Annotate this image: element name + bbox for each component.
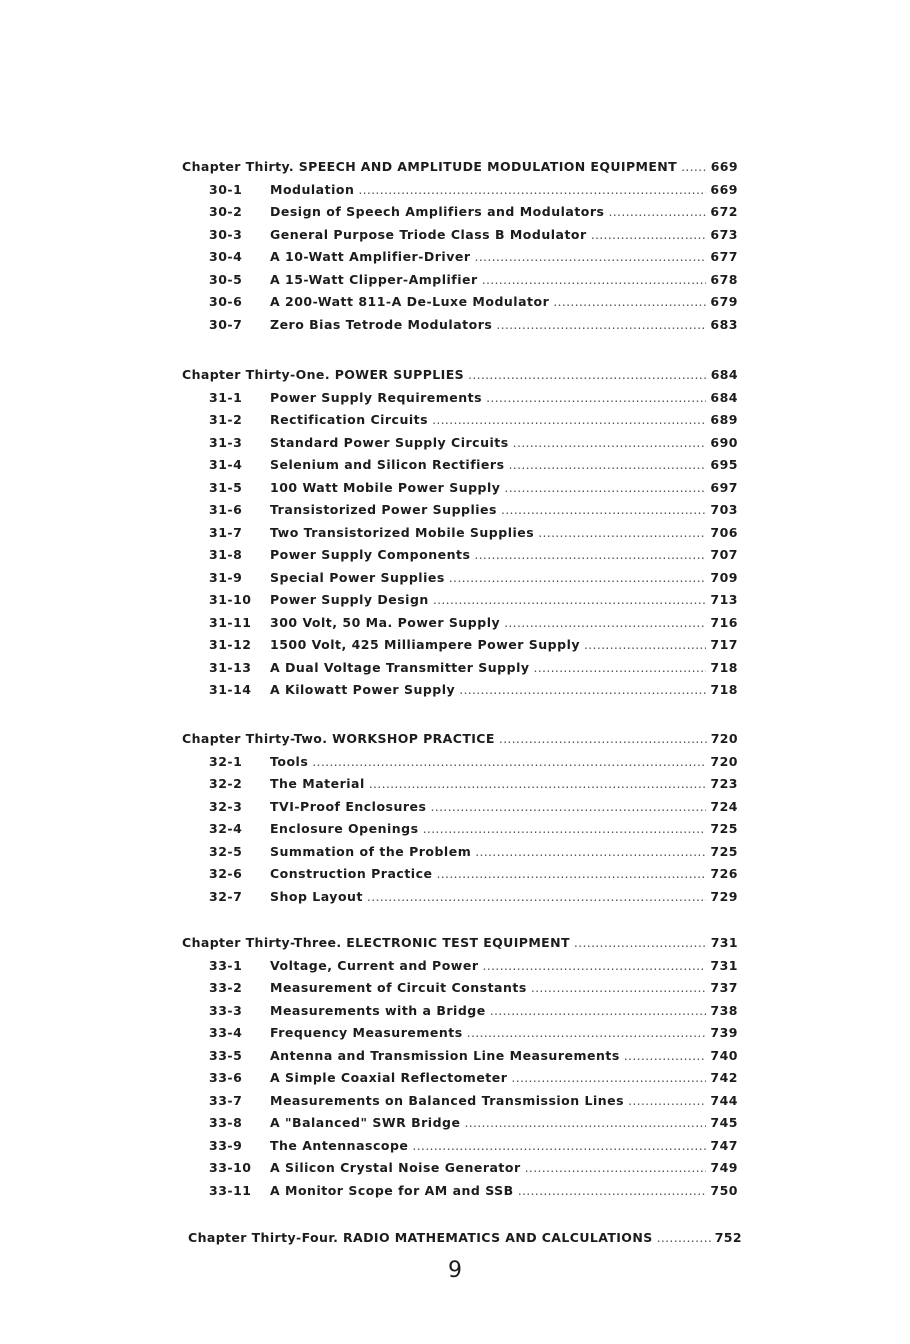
- chapter-32: [182, 728, 738, 908]
- toc-entry[interactable]: [182, 201, 738, 224]
- dot-leader: [509, 454, 707, 477]
- section-page: 744: [710, 1092, 738, 1108]
- section-number: 32-1: [209, 753, 243, 769]
- toc-entry[interactable]: [182, 224, 738, 247]
- dot-leader: [459, 679, 706, 702]
- section-title: Power Supply Requirements: [270, 389, 483, 405]
- toc-entry[interactable]: [182, 1067, 738, 1090]
- chapter-page: 669: [710, 159, 738, 174]
- dot-leader: [513, 432, 707, 455]
- dot-leader: [609, 201, 707, 224]
- section-title: 300 Volt, 50 Ma. Power Supply: [270, 614, 501, 630]
- section-number: 31-1: [209, 389, 243, 405]
- section-page: 695: [710, 457, 738, 472]
- toc-entry[interactable]: [182, 1135, 738, 1158]
- dot-leader: [591, 224, 707, 247]
- section-number: 31-6: [209, 502, 243, 517]
- dot-leader: [468, 364, 707, 387]
- section-page: 737: [710, 980, 738, 995]
- section-page: 747: [710, 1137, 738, 1153]
- toc-entry[interactable]: [182, 432, 738, 455]
- dot-leader: [501, 499, 706, 522]
- section-number: 30-7: [209, 316, 243, 332]
- section-number: 31-5: [209, 479, 243, 495]
- section-title: General Purpose Triode Class B Modulator: [270, 226, 587, 242]
- toc-entry[interactable]: [182, 612, 738, 635]
- chapter-heading[interactable]: [188, 1227, 742, 1250]
- section-page: 740: [710, 1047, 738, 1063]
- dot-leader: [474, 544, 706, 567]
- section-page: 707: [710, 547, 738, 562]
- toc-entry[interactable]: [182, 179, 738, 202]
- chapter-31: [182, 364, 738, 702]
- toc-entry[interactable]: [182, 955, 738, 978]
- section-page: 739: [710, 1025, 738, 1040]
- section-number: 33-5: [209, 1047, 243, 1063]
- toc-entry[interactable]: [182, 634, 738, 657]
- toc-entry[interactable]: [182, 1180, 738, 1203]
- toc-entry[interactable]: [182, 886, 738, 909]
- toc-entry[interactable]: [182, 1090, 738, 1113]
- section-title: A 200-Watt 811-A De-Luxe Modulator: [270, 294, 550, 309]
- section-page: 677: [710, 249, 738, 264]
- dot-leader: [553, 291, 706, 314]
- dot-leader: [531, 977, 707, 1000]
- section-number: 31-11: [209, 614, 252, 630]
- section-title: 1500 Volt, 425 Milliampere Power Supply: [270, 637, 581, 652]
- section-number: 31-7: [209, 524, 243, 540]
- dot-leader: [584, 634, 706, 657]
- section-title: A Silicon Crystal Noise Generator: [270, 1160, 521, 1175]
- toc-entry[interactable]: [182, 818, 738, 841]
- dot-leader: [490, 1000, 707, 1023]
- dot-leader: [486, 387, 706, 410]
- chapter-page: 684: [710, 367, 738, 382]
- section-page: 749: [710, 1160, 738, 1175]
- section-number: 31-13: [209, 659, 252, 675]
- toc-entry[interactable]: [182, 796, 738, 819]
- toc-entry[interactable]: [182, 751, 738, 774]
- section-number: 33-4: [209, 1025, 243, 1040]
- section-title: Standard Power Supply Circuits: [270, 434, 509, 450]
- dot-leader: [628, 1090, 706, 1113]
- section-title: Selenium and Silicon Rectifiers: [270, 457, 505, 472]
- dot-leader: [475, 246, 707, 269]
- section-title: Tools: [270, 753, 309, 769]
- dot-leader: [525, 1157, 707, 1180]
- chapter-title: Chapter Thirty-Two. WORKSHOP PRACTICE: [182, 731, 495, 746]
- section-page: 750: [710, 1182, 738, 1198]
- section-title: Measurement of Circuit Constants: [270, 980, 527, 995]
- toc-entry[interactable]: [182, 773, 738, 796]
- section-number: 30-6: [209, 294, 243, 309]
- section-number: 31-10: [209, 592, 252, 607]
- section-number: 30-5: [209, 271, 243, 287]
- dot-leader: [312, 751, 706, 774]
- section-title: Power Supply Design: [270, 592, 429, 607]
- toc-entry[interactable]: [182, 657, 738, 680]
- chapter-heading[interactable]: [182, 156, 738, 179]
- toc-entry[interactable]: [182, 841, 738, 864]
- section-title: Frequency Measurements: [270, 1025, 463, 1040]
- section-title: Enclosure Openings: [270, 821, 419, 836]
- section-number: 33-8: [209, 1115, 243, 1130]
- section-page: 717: [710, 637, 738, 652]
- section-number: 31-14: [209, 682, 252, 697]
- dot-leader: [475, 841, 706, 864]
- section-page: 745: [710, 1115, 738, 1130]
- section-title: The Material: [270, 776, 365, 791]
- section-number: 30-2: [209, 204, 243, 219]
- toc-entry[interactable]: [182, 1022, 738, 1045]
- section-title: A Dual Voltage Transmitter Supply: [270, 659, 530, 675]
- toc-entry[interactable]: [182, 977, 738, 1000]
- chapter-title: Chapter Thirty-One. POWER SUPPLIES: [182, 367, 465, 382]
- dot-leader: [358, 179, 706, 202]
- section-number: 32-6: [209, 866, 243, 881]
- section-page: 716: [710, 614, 738, 630]
- dot-leader: [430, 796, 706, 819]
- toc-entry[interactable]: [182, 567, 738, 590]
- section-title: Power Supply Components: [270, 547, 471, 562]
- dot-leader: [574, 932, 707, 955]
- section-page: 718: [710, 682, 738, 697]
- section-page: 703: [710, 502, 738, 517]
- section-page: 689: [710, 412, 738, 427]
- dot-leader: [467, 1022, 707, 1045]
- section-number: 30-1: [209, 181, 243, 197]
- section-number: 32-4: [209, 821, 243, 836]
- section-page: 683: [710, 316, 738, 332]
- section-number: 33-11: [209, 1182, 252, 1198]
- chapter-33: [182, 932, 738, 1202]
- chapter-title: Chapter Thirty-Four. RADIO MATHEMATICS AND CALCULATIONS: [188, 1230, 653, 1245]
- section-page: 729: [710, 888, 738, 904]
- section-title: 100 Watt Mobile Power Supply: [270, 479, 501, 495]
- section-number: 31-12: [209, 637, 252, 652]
- section-page: 724: [710, 798, 738, 814]
- toc-entry[interactable]: [182, 291, 738, 314]
- section-title: Measurements on Balanced Transmission Lines: [270, 1092, 625, 1108]
- section-page: 742: [710, 1070, 738, 1085]
- section-title: Antenna and Transmission Line Measurements: [270, 1047, 620, 1063]
- dot-leader: [496, 314, 706, 337]
- dot-leader: [369, 773, 707, 796]
- section-title: Rectification Circuits: [270, 412, 429, 427]
- toc-entry[interactable]: [182, 1000, 738, 1023]
- chapter-heading[interactable]: [182, 364, 738, 387]
- dot-leader: [499, 728, 707, 751]
- section-number: 33-9: [209, 1137, 243, 1153]
- toc-entry[interactable]: [182, 314, 738, 337]
- section-number: 32-2: [209, 776, 243, 791]
- dot-leader: [681, 156, 707, 179]
- toc-entry[interactable]: [182, 409, 738, 432]
- toc-entry[interactable]: [182, 679, 738, 702]
- chapter-title: Chapter Thirty-Three. ELECTRONIC TEST EQUIPMENT: [182, 935, 570, 950]
- section-page: 738: [710, 1002, 738, 1018]
- dot-leader: [504, 477, 706, 500]
- dot-leader: [518, 1180, 707, 1203]
- section-number: 32-5: [209, 843, 243, 859]
- section-title: A Simple Coaxial Reflectometer: [270, 1070, 508, 1085]
- section-number: 32-7: [209, 888, 243, 904]
- section-page: 684: [710, 389, 738, 405]
- section-page: 720: [710, 753, 738, 769]
- section-title: Voltage, Current and Power: [270, 957, 479, 973]
- section-number: 31-9: [209, 569, 243, 585]
- section-page: 669: [710, 181, 738, 197]
- section-title: Construction Practice: [270, 866, 433, 881]
- section-title: Design of Speech Amplifiers and Modulators: [270, 204, 605, 219]
- section-title: Two Transistorized Mobile Supplies: [270, 524, 535, 540]
- dot-leader: [624, 1045, 707, 1068]
- section-number: 31-4: [209, 457, 243, 472]
- section-page: 723: [710, 776, 738, 791]
- dot-leader: [423, 818, 707, 841]
- section-title: A 10-Watt Amplifier-Driver: [270, 249, 471, 264]
- dot-leader: [432, 409, 706, 432]
- section-number: 32-3: [209, 798, 243, 814]
- dot-leader: [449, 567, 707, 590]
- section-page: 725: [710, 843, 738, 859]
- toc-entry[interactable]: [182, 1045, 738, 1068]
- section-title: Measurements with a Bridge: [270, 1002, 486, 1018]
- section-number: 31-3: [209, 434, 243, 450]
- section-number: 33-6: [209, 1070, 243, 1085]
- dot-leader: [511, 1067, 706, 1090]
- section-page: 672: [710, 204, 738, 219]
- section-title: Zero Bias Tetrode Modulators: [270, 316, 493, 332]
- section-title: A Kilowatt Power Supply: [270, 682, 456, 697]
- section-page: 673: [710, 226, 738, 242]
- page-number: 9: [448, 1258, 462, 1283]
- section-title: Modulation: [270, 181, 355, 197]
- section-page: 706: [710, 524, 738, 540]
- section-page: 709: [710, 569, 738, 585]
- dot-leader: [534, 657, 707, 680]
- dot-leader: [367, 886, 706, 909]
- toc-entry[interactable]: [182, 387, 738, 410]
- dot-leader: [538, 522, 706, 545]
- section-title: TVI-Proof Enclosures: [270, 798, 427, 814]
- toc-entry[interactable]: [182, 246, 738, 269]
- toc-entry[interactable]: [182, 454, 738, 477]
- section-title: The Antennascope: [270, 1137, 409, 1153]
- section-number: 33-2: [209, 980, 243, 995]
- section-page: 726: [710, 866, 738, 881]
- section-title: Shop Layout: [270, 888, 363, 904]
- section-number: 33-1: [209, 957, 243, 973]
- toc-entry[interactable]: [182, 477, 738, 500]
- section-title: Summation of the Problem: [270, 843, 472, 859]
- section-title: A 15-Watt Clipper-Amplifier: [270, 271, 478, 287]
- toc-entry[interactable]: [182, 1157, 738, 1180]
- section-number: 33-7: [209, 1092, 243, 1108]
- chapter-page: 731: [710, 935, 738, 950]
- dot-leader: [464, 1112, 706, 1135]
- section-title: A Monitor Scope for AM and SSB: [270, 1182, 514, 1198]
- section-title: Special Power Supplies: [270, 569, 445, 585]
- toc-entry[interactable]: [182, 863, 738, 886]
- toc-entry[interactable]: [182, 499, 738, 522]
- section-number: 33-10: [209, 1160, 252, 1175]
- chapter-heading[interactable]: [182, 932, 738, 955]
- chapter-title: Chapter Thirty. SPEECH AND AMPLITUDE MODULATION EQUIPMENT: [182, 159, 678, 174]
- chapter-heading[interactable]: [182, 728, 738, 751]
- section-title: A "Balanced" SWR Bridge: [270, 1115, 461, 1130]
- section-page: 678: [710, 271, 738, 287]
- toc-entry[interactable]: [182, 522, 738, 545]
- section-page: 697: [710, 479, 738, 495]
- dot-leader: [657, 1227, 711, 1250]
- dot-leader: [482, 955, 706, 978]
- section-page: 713: [710, 592, 738, 607]
- section-number: 30-3: [209, 226, 243, 242]
- section-page: 731: [710, 957, 738, 973]
- toc-entry[interactable]: [182, 1112, 738, 1135]
- chapter-page: 720: [710, 731, 738, 746]
- section-page: 679: [710, 294, 738, 309]
- section-page: 718: [710, 659, 738, 675]
- chapter-page: 752: [714, 1230, 742, 1245]
- section-number: 31-2: [209, 412, 243, 427]
- section-page: 690: [710, 434, 738, 450]
- section-number: 33-3: [209, 1002, 243, 1018]
- dot-leader: [433, 589, 707, 612]
- toc-entry[interactable]: [182, 544, 738, 567]
- section-page: 725: [710, 821, 738, 836]
- dot-leader: [482, 269, 707, 292]
- section-number: 30-4: [209, 249, 243, 264]
- section-number: 31-8: [209, 547, 243, 562]
- dot-leader: [436, 863, 706, 886]
- dot-leader: [412, 1135, 706, 1158]
- section-title: Transistorized Power Supplies: [270, 502, 497, 517]
- toc-entry[interactable]: [182, 269, 738, 292]
- toc-entry[interactable]: [182, 589, 738, 612]
- chapter-34: [188, 1227, 742, 1250]
- chapter-30: [182, 156, 738, 336]
- dot-leader: [504, 612, 706, 635]
